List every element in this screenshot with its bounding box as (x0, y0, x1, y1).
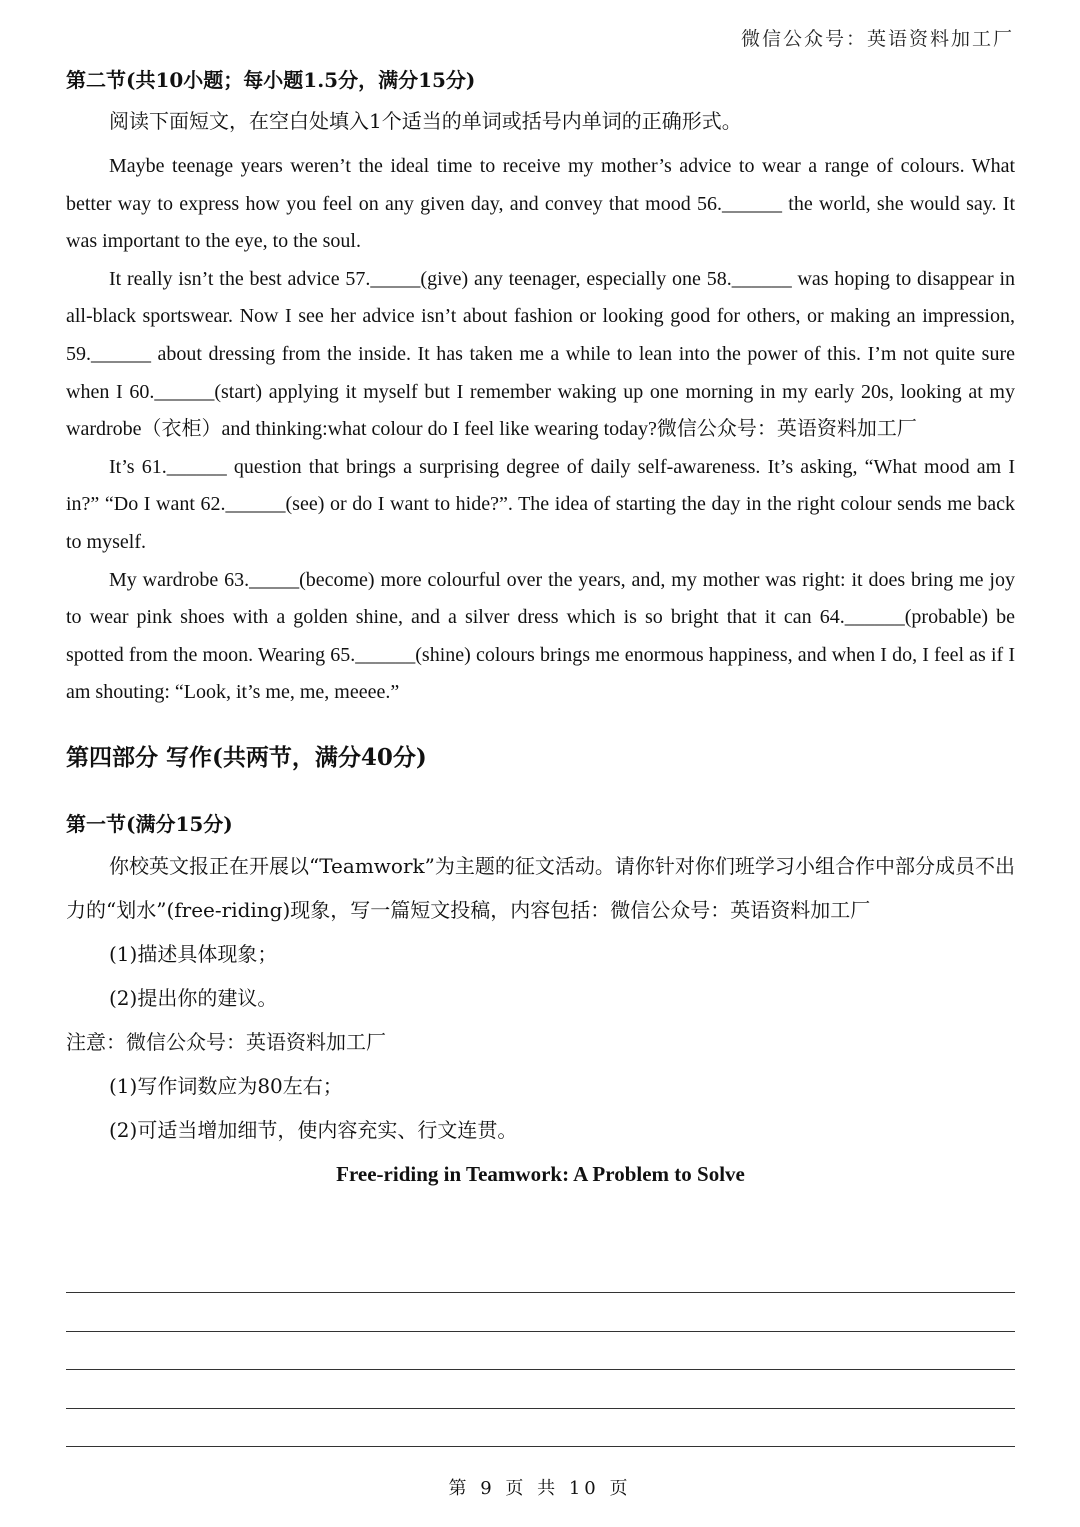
page-number: 第 9 页 共 10 页 (448, 1478, 632, 1499)
passage-paragraph-4: My wardrobe 63._____(become) more colourful over the years, and, my mother was right: it does bring me joy to wear pink shoes with a golden shine, and a silver dress which is so bright that it can 64.______(probable) be spotted from the moon. Wearing 65.______(shine) colours brings me enormous happiness, and when I do, I feel as if I am shouting: “Look, it’s me, me, meeee.” (66, 568, 1015, 704)
part4-title: 第四部分 写作(共两节，满分40分) (66, 743, 427, 771)
essay-title: Free-riding in Teamwork: A Problem to Solve (336, 1161, 745, 1186)
page-content (66, 62, 1015, 1194)
writing-lines (66, 1292, 1015, 1485)
writing-section1-title: 第一节(满分15分) (66, 811, 233, 836)
content-item-1: (1)描述具体现象； (109, 941, 278, 966)
passage-paragraph-3: It’s 61.______ question that brings a surprising degree of daily self-awareness. It’s asking, “What mood am I in?” “Do I want 62.______(see) or do I want to hide?”. The idea of starting the day in the right colour sends me back to myself. (66, 455, 1015, 553)
section2-instruction: 阅读下面短文，在空白处填入1个适当的单词或括号内单词的正确形式。 (109, 109, 742, 133)
content-item-2: (2)提出你的建议。 (109, 985, 278, 1010)
note-item-2: (2)可适当增加细节，使内容充实、行文连贯。 (109, 1117, 518, 1142)
passage-paragraph-1: Maybe teenage years weren’t the ideal time to receive my mother’s advice to wear a range of colours. What better way to express how you feel on any given day, and convey that mood 56.______ the world, she would say. It was important to the eye, to the soul. (66, 155, 1015, 253)
note-label: 注意：微信公众号：英语资料加工厂 (66, 1029, 386, 1054)
writing-line[interactable] (66, 1331, 1015, 1370)
note-item-1: (1)写作词数应为80左右； (109, 1073, 343, 1098)
writing-line[interactable] (66, 1292, 1015, 1331)
writing-line[interactable] (66, 1408, 1015, 1447)
writing-line[interactable] (66, 1369, 1015, 1408)
writing-prompt: 你校英文报正在开展以“Teamwork”为主题的征文活动。请你针对你们班学习小组合作中部分成员不出力的“划水”(free-riding)现象，写一篇短文投稿，内容包括：微信公众号：英语资料加工厂 (66, 853, 1015, 922)
passage-paragraph-2: It really isn’t the best advice 57._____(give) any teenager, especially one 58.______ was hoping to disappear in all-black sportswear. Now I see her advice isn’t about fashion or looking good for others, or making an impression, 59.______ about dressing from the inside. It has taken me a while to lean into the power of this. I’m not quite sure when I 60.______(start) applying it myself but I remember waking up one morning in my early 20s, looking at my wardrobe（衣柜）and thinking:what colour do I feel like wearing today?微信公众号：英语资料加工厂 (66, 267, 1015, 441)
section2-title: 第二节(共10小题；每小题1.5分，满分15分) (66, 68, 476, 92)
header-watermark: 微信公众号：英语资料加工厂 (740, 28, 1014, 50)
